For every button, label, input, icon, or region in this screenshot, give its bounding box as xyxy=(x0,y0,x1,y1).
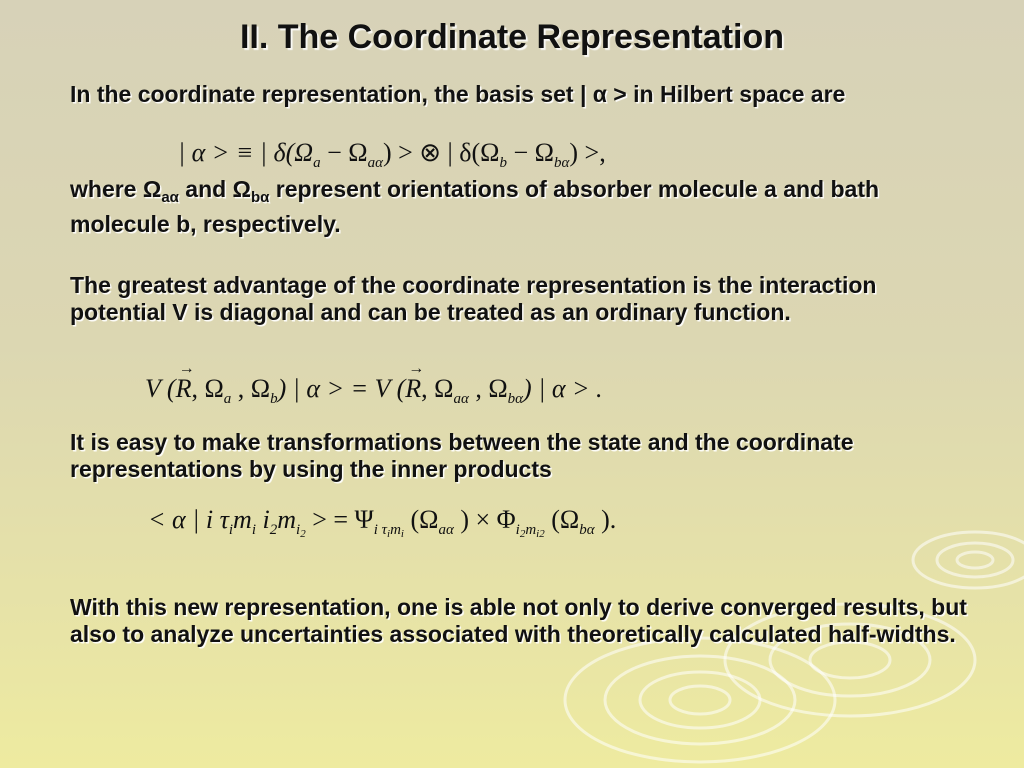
paragraph-basis-set: In the coordinate representation, the basis set | α > in Hilbert space are xyxy=(70,81,846,107)
slide-title: II. The Coordinate Representation xyxy=(239,18,785,56)
equation-basis-set: | α > ≡ | $\delta(\Omega_a - \Omega_{a\alpha})$ > ⊗ | $\delta(\Omega_b - \Omega_{b\alpha})$ >, xyxy=(178,138,606,171)
paragraph-advantage: The greatest advantage of the coordinate representation is the interaction potential V is diagonal and can be treated as an ordinary function. xyxy=(70,272,877,325)
paragraph-transformations: It is easy to make transformations between the state and the coordinate representations by using the inner products xyxy=(70,429,854,482)
equation-potential: V (→ R, $\Omega_a$ , $\Omega_b$) | α > = V (→ R, $\Omega_{a\alpha}$ , $\Omega_{b\alpha}$) | α > . xyxy=(145,374,603,408)
paragraph-orientations: where $\Omega_{a\alpha}$ and $\Omega_{b\alpha}$ represent orientations of absorber molecule a and bath molecule b, respectively. xyxy=(70,176,880,237)
equation-inner-product: < α | i $\tau_im_i$ $i_2m_{i_2}$ > = $\Psi_{i \tau_im_i}$ ($\Omega_{a\alpha}$ ) × $\Phi_{i_2m_{i2}}$ ($\Omega_{b\alpha}$ ). xyxy=(148,505,617,540)
paragraph-conclusion: With this new representation, one is able not only to derive converged results, but also to analyze uncertainties associated with theoretically calculated half-widths. xyxy=(70,594,967,647)
